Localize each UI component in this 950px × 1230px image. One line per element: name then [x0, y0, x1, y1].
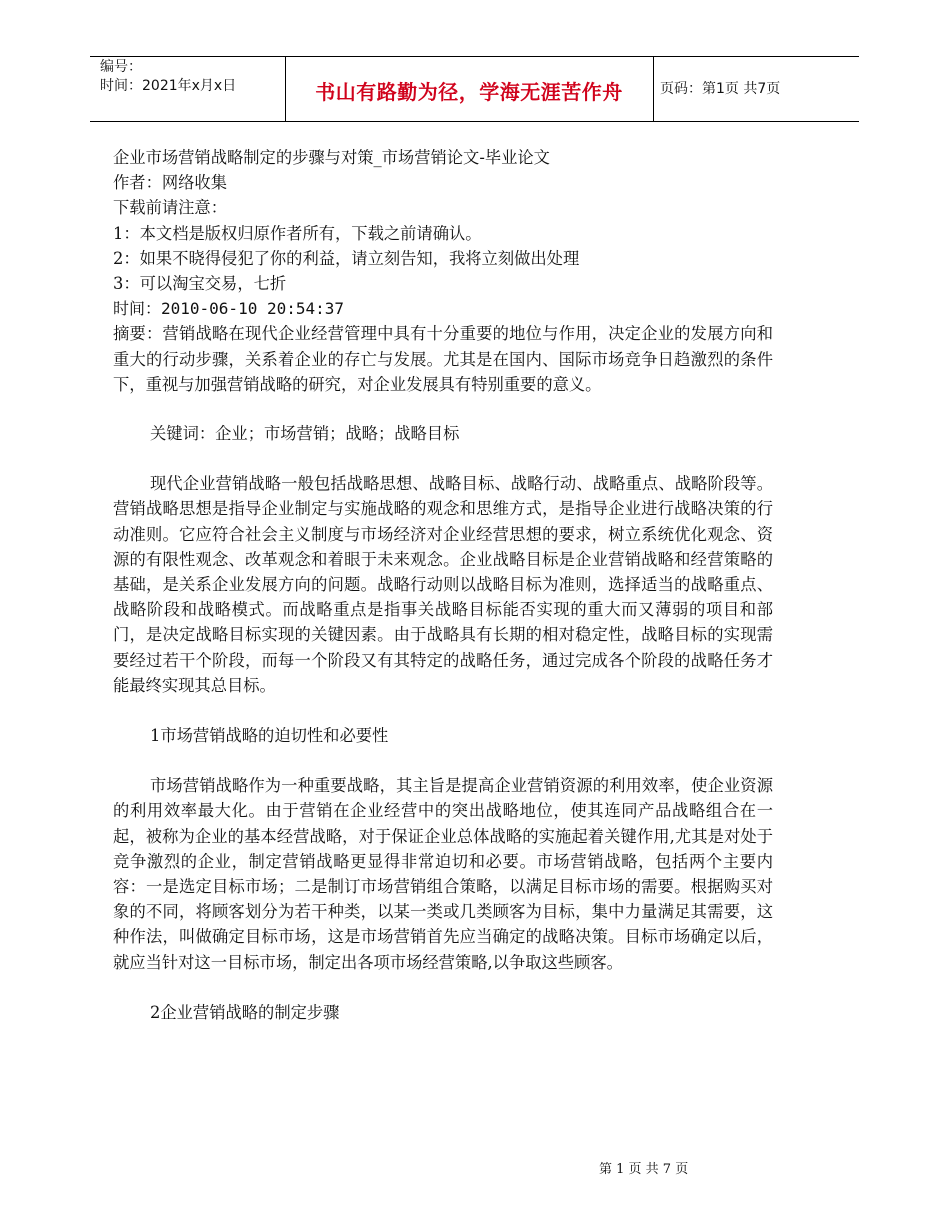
notice-item-2: 2：如果不晓得侵犯了你的利益，请立刻告知，我将立刻做出处理 — [113, 248, 580, 268]
document-author: 作者：网络收集 — [113, 173, 227, 193]
header-divider-right — [653, 56, 654, 122]
header-bottom-rule — [90, 121, 859, 122]
document-body — [113, 145, 773, 1025]
header-motto: 书山有路勤为径，学海无涯苦作舟 — [315, 80, 623, 104]
notice-heading: 下载前请注意： — [113, 198, 227, 218]
header-meta — [100, 58, 236, 96]
document-number-label: 编号： — [100, 59, 142, 75]
header-page-info: 页码：第1页 共7页 — [660, 81, 781, 97]
document-title: 企业市场营销战略制定的步骤与对策_市场营销论文-毕业论文 — [113, 148, 550, 167]
section-heading-1: 1市场营销战略的迫切性和必要性 — [150, 726, 389, 746]
body-paragraph-2: 市场营销战略作为一种重要战略，其主旨是提高企业营销资源的利用效率，使企业资源的利用效率最大化。由于营销在企业经营中的突出战略地位，使其连同产品战略组合在一起，被称为企业的基本经营战略，对于保证企业总体战略的实施起着关键作用,尤其是对处于竞争激烈的企业，制定营销战略更显得非常迫切和必要。市场营销战略，包括两个主要内容：一是选定目标市场；二是制订市场营销组合策略，以满足目标市场的需要。根据购买对象的不同，将顾客划分为若干种类，以某一类或几类顾客为目标，集中力量满足其需要，这种作法，叫做确定目标市场，这是市场营销首先应当确定的战略决策。目标市场确定以后，就应当针对这一目标市场，制定出各项市场经营策略,以争取这些顾客。 — [113, 776, 773, 972]
document-time-label: 时间：2021年x月x日 — [100, 78, 237, 94]
section-heading-2: 2企业营销战略的制定步骤 — [150, 1002, 340, 1022]
abstract-paragraph: 摘要：营销战略在现代企业经营管理中具有十分重要的地位与作用，决定企业的发展方向和重大的行动步骤，关系着企业的存亡与发展。尤其是在国内、国际市场竞争日趋激烈的条件下，重视与加强营销战略的研究，对企业发展具有特别重要的意义。 — [113, 324, 773, 394]
notice-item-1: 1：本文档是版权归原作者所有，下载之前请确认。 — [113, 223, 482, 243]
publish-timestamp: 时间：2010-06-10 20:54:37 — [113, 299, 345, 319]
notice-item-3: 3：可以淘宝交易，七折 — [113, 274, 287, 294]
footer-page-info: 第 1 页 共 7 页 — [599, 1162, 689, 1177]
header-top-rule — [90, 56, 859, 57]
body-paragraph-1: 现代企业营销战略一般包括战略思想、战略目标、战略行动、战略重点、战略阶段等。营销战略思想是指导企业制定与实施战略的观念和思维方式，是指导企业进行战略决策的行动准则。它应符合社会主义制度与市场经济对企业经营思想的要求，树立系统优化观念、资源的有限性观念、改革观念和着眼于未来观念。企业战略目标是企业营销战略和经营策略的基础，是关系企业发展方向的问题。战略行动则以战略目标为准则，选择适当的战略重点、战略阶段和战略模式。而战略重点是指事关战略目标能否实现的重大而又薄弱的项目和部门，是决定战略目标实现的关键因素。由于战略具有长期的相对稳定性，战略目标的实现需要经过若干个阶段，而每一个阶段又有其特定的战略任务，通过完成各个阶段的战略任务才能最终实现其总目标。 — [113, 474, 773, 695]
keywords-line: 关键词：企业；市场营销；战略；战略目标 — [150, 424, 460, 444]
